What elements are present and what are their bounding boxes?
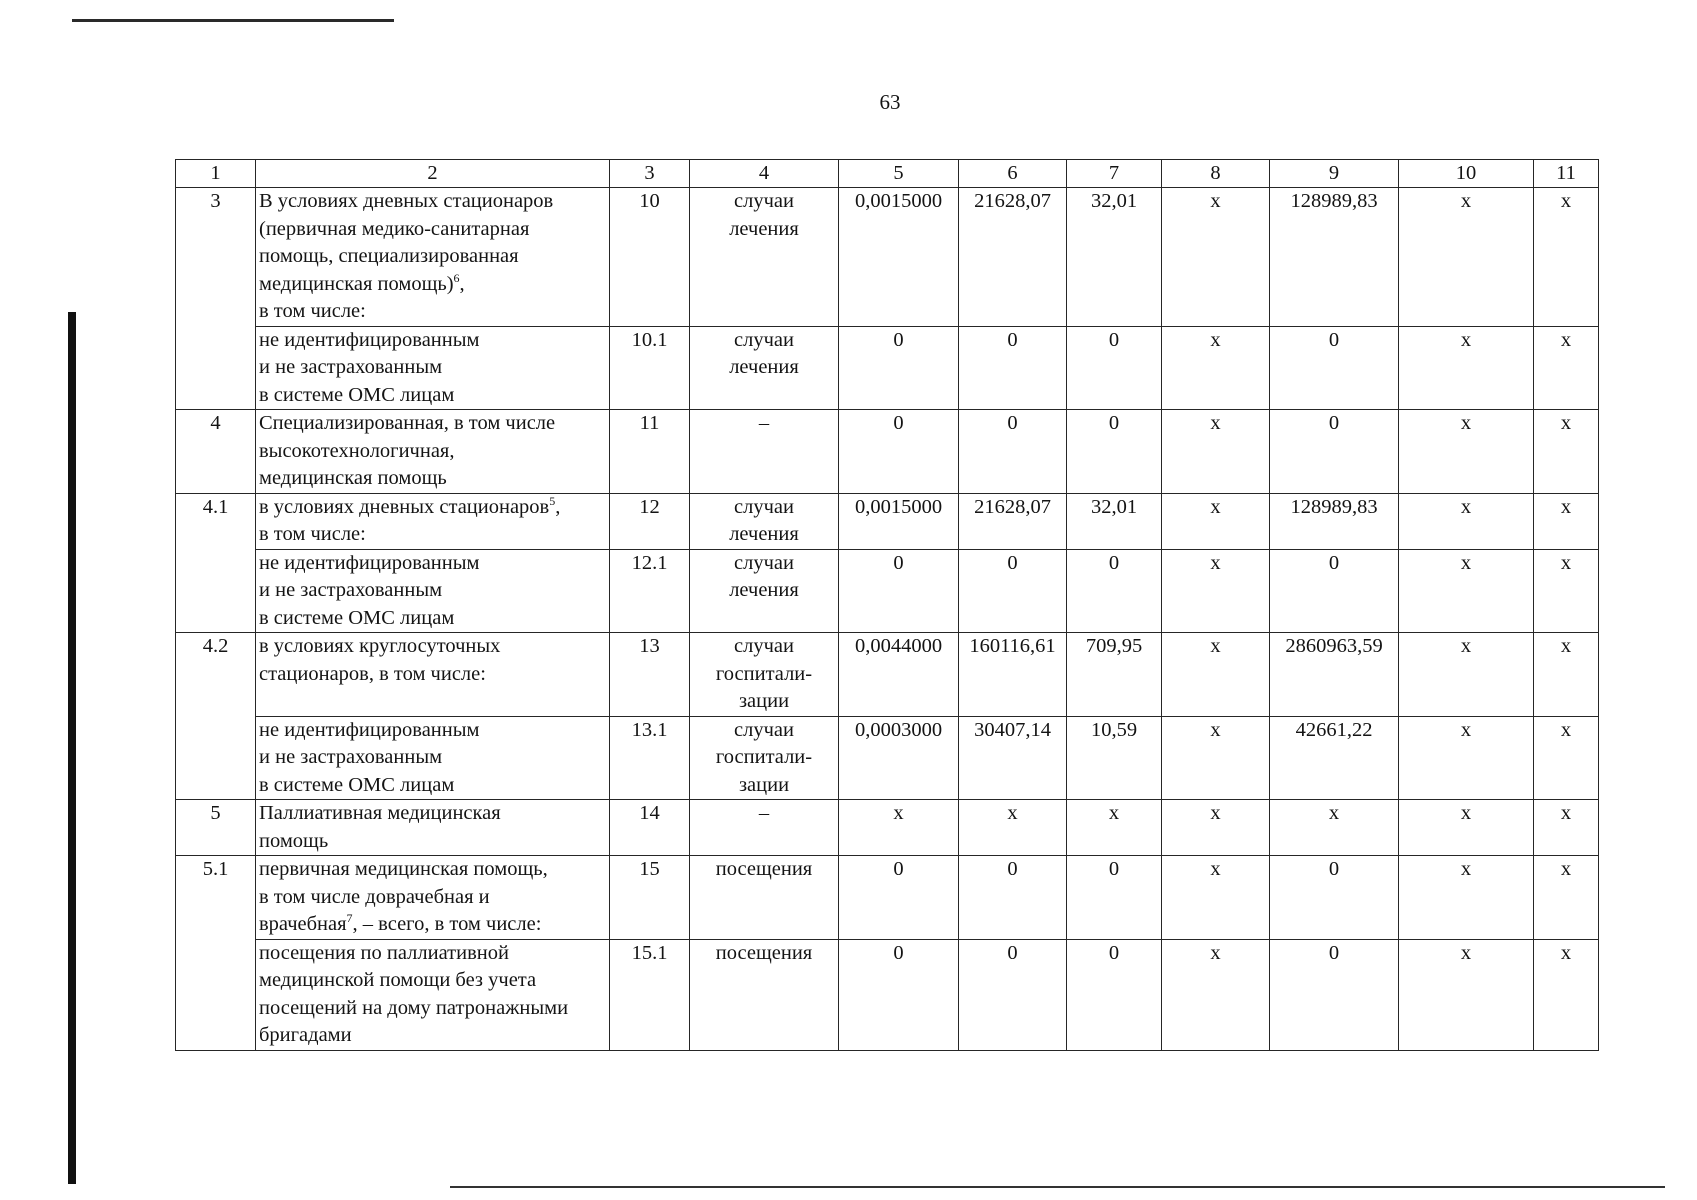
row-unit: случаи госпитали- зации <box>690 716 839 800</box>
header-cell: 1 <box>176 160 256 188</box>
cell-col11: х <box>1534 188 1599 327</box>
cell-col7: 0 <box>1067 410 1162 494</box>
cell-col6: 0 <box>959 549 1067 633</box>
header-cell: 10 <box>1399 160 1534 188</box>
row-code: 15 <box>610 856 690 940</box>
table-row <box>176 633 1599 717</box>
row-code: 14 <box>610 800 690 856</box>
row-number: 4 <box>176 410 256 494</box>
row-description: в условиях дневных стационаров$^5$, в том числе: <box>256 493 610 549</box>
cell-col10: х <box>1399 410 1534 494</box>
table-row <box>176 188 1599 327</box>
cell-col11: х <box>1534 410 1599 494</box>
bottom-rule <box>450 1186 1665 1188</box>
cell-col9: 128989,83 <box>1270 493 1399 549</box>
table-row <box>176 549 1599 633</box>
cell-col8: х <box>1162 800 1270 856</box>
cell-col8: х <box>1162 549 1270 633</box>
row-code: 12.1 <box>610 549 690 633</box>
cell-col11: х <box>1534 716 1599 800</box>
cell-col11: х <box>1534 800 1599 856</box>
header-cell: 3 <box>610 160 690 188</box>
row-unit: посещения <box>690 939 839 1050</box>
cell-col9: 0 <box>1270 549 1399 633</box>
row-description: Паллиативная медицинская помощь <box>256 800 610 856</box>
cell-col8: х <box>1162 493 1270 549</box>
row-code: 13.1 <box>610 716 690 800</box>
cell-col8: х <box>1162 410 1270 494</box>
row-description: в условиях круглосуточных стационаров, в том числе: <box>256 633 610 717</box>
row-unit: случаи госпитали- зации <box>690 633 839 717</box>
cell-col5: 0 <box>839 549 959 633</box>
cell-col10: х <box>1399 800 1534 856</box>
cell-col5: 0 <box>839 939 959 1050</box>
row-number: 5.1 <box>176 856 256 1051</box>
cell-col9: 2860963,59 <box>1270 633 1399 717</box>
cell-col8: х <box>1162 188 1270 327</box>
row-unit: посещения <box>690 856 839 940</box>
cell-col7: 0 <box>1067 856 1162 940</box>
row-code: 12 <box>610 493 690 549</box>
row-description: Специализированная, в том числе высокотехнологичная, медицинская помощь <box>256 410 610 494</box>
row-number: 4.1 <box>176 493 256 633</box>
cell-col10: х <box>1399 549 1534 633</box>
row-code: 10 <box>610 188 690 327</box>
cell-col9: 0 <box>1270 856 1399 940</box>
row-number: 5 <box>176 800 256 856</box>
cell-col9: 0 <box>1270 939 1399 1050</box>
header-row <box>176 160 1599 188</box>
cell-col8: х <box>1162 633 1270 717</box>
header-cell: 9 <box>1270 160 1399 188</box>
scan-left-edge <box>68 312 76 1184</box>
header-cell: 6 <box>959 160 1067 188</box>
cell-col6: 0 <box>959 856 1067 940</box>
table-row <box>176 326 1599 410</box>
row-number: 4.2 <box>176 633 256 800</box>
header-cell: 11 <box>1534 160 1599 188</box>
cell-col7: 32,01 <box>1067 493 1162 549</box>
table-row <box>176 493 1599 549</box>
row-unit: случаи лечения <box>690 549 839 633</box>
cell-col5: х <box>839 800 959 856</box>
data-table <box>175 159 1599 1051</box>
table-row <box>176 410 1599 494</box>
cell-col6: 30407,14 <box>959 716 1067 800</box>
cell-col11: х <box>1534 326 1599 410</box>
cell-col11: х <box>1534 856 1599 940</box>
top-rule <box>72 19 394 22</box>
row-description: посещения по паллиативной медицинской помощи без учета посещений на дому патронажными бригадами <box>256 939 610 1050</box>
row-unit: случаи лечения <box>690 493 839 549</box>
row-description: не идентифицированным и не застрахованным в системе ОМС лицам <box>256 716 610 800</box>
table-row <box>176 939 1599 1050</box>
cell-col10: х <box>1399 939 1534 1050</box>
page-number: 63 <box>879 90 901 114</box>
cell-col5: 0 <box>839 856 959 940</box>
row-code: 15.1 <box>610 939 690 1050</box>
row-description: В условиях дневных стационаров (первичная медико-санитарная помощь, специализированная медицинская помощь)$^6$, в том числе: <box>256 188 610 327</box>
cell-col7: 32,01 <box>1067 188 1162 327</box>
cell-col6: 0 <box>959 326 1067 410</box>
cell-col9: х <box>1270 800 1399 856</box>
row-unit: – <box>690 410 839 494</box>
cell-col11: х <box>1534 549 1599 633</box>
cell-col11: х <box>1534 939 1599 1050</box>
row-code: 13 <box>610 633 690 717</box>
cell-col10: х <box>1399 633 1534 717</box>
cell-col7: 0 <box>1067 326 1162 410</box>
table-row <box>176 856 1599 940</box>
cell-col11: х <box>1534 493 1599 549</box>
cell-col7: 10,59 <box>1067 716 1162 800</box>
cell-col7: 709,95 <box>1067 633 1162 717</box>
cell-col6: х <box>959 800 1067 856</box>
table-row <box>176 800 1599 856</box>
cell-col5: 0,0044000 <box>839 633 959 717</box>
cell-col9: 42661,22 <box>1270 716 1399 800</box>
cell-col10: х <box>1399 326 1534 410</box>
header-cell: 2 <box>256 160 610 188</box>
cell-col5: 0 <box>839 326 959 410</box>
cell-col6: 160116,61 <box>959 633 1067 717</box>
row-code: 11 <box>610 410 690 494</box>
header-cell: 7 <box>1067 160 1162 188</box>
cell-col10: х <box>1399 188 1534 327</box>
cell-col6: 21628,07 <box>959 188 1067 327</box>
cell-col6: 0 <box>959 410 1067 494</box>
cell-col6: 21628,07 <box>959 493 1067 549</box>
header-cell: 5 <box>839 160 959 188</box>
cell-col10: х <box>1399 493 1534 549</box>
cell-col8: х <box>1162 939 1270 1050</box>
cell-col9: 0 <box>1270 410 1399 494</box>
cell-col5: 0,0015000 <box>839 493 959 549</box>
row-unit: случаи лечения <box>690 188 839 327</box>
cell-col10: х <box>1399 856 1534 940</box>
cell-col7: х <box>1067 800 1162 856</box>
header-cell: 8 <box>1162 160 1270 188</box>
row-description: первичная медицинская помощь, в том числе доврачебная и врачебная$^7$, – всего, в том числе: <box>256 856 610 940</box>
row-unit: случаи лечения <box>690 326 839 410</box>
cell-col9: 128989,83 <box>1270 188 1399 327</box>
row-description: не идентифицированным и не застрахованным в системе ОМС лицам <box>256 549 610 633</box>
cell-col5: 0,0003000 <box>839 716 959 800</box>
cell-col8: х <box>1162 326 1270 410</box>
row-unit: – <box>690 800 839 856</box>
header-cell: 4 <box>690 160 839 188</box>
cell-col7: 0 <box>1067 939 1162 1050</box>
cell-col7: 0 <box>1067 549 1162 633</box>
cell-col5: 0,0015000 <box>839 188 959 327</box>
cell-col10: х <box>1399 716 1534 800</box>
table-row <box>176 716 1599 800</box>
cell-col8: х <box>1162 716 1270 800</box>
cell-col6: 0 <box>959 939 1067 1050</box>
cell-col9: 0 <box>1270 326 1399 410</box>
row-code: 10.1 <box>610 326 690 410</box>
row-number: 3 <box>176 188 256 410</box>
row-description: не идентифицированным и не застрахованным в системе ОМС лицам <box>256 326 610 410</box>
cell-col8: х <box>1162 856 1270 940</box>
cell-col11: х <box>1534 633 1599 717</box>
cell-col5: 0 <box>839 410 959 494</box>
